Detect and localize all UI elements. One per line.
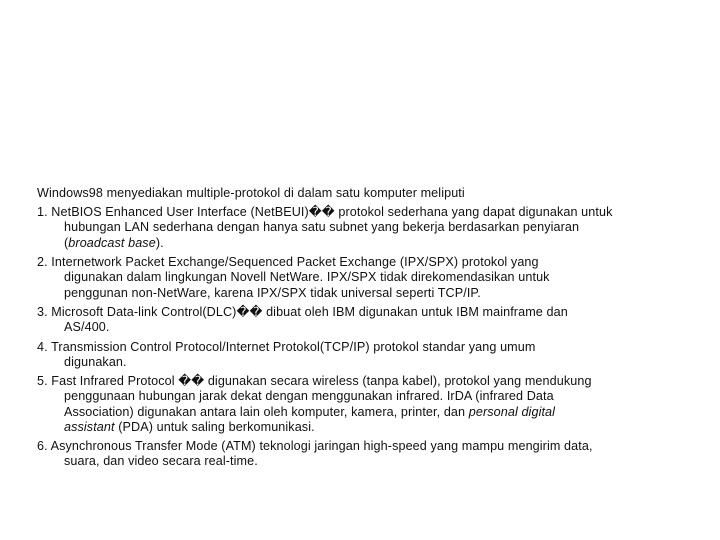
protocol-list xyxy=(37,186,697,473)
text-fragment: (PDA) untuk saling berkomunikasi. xyxy=(114,419,315,434)
list-item-line: 4. Transmission Control Protocol/Internet Protokol(TCP/IP) protokol standar yang umum xyxy=(37,339,536,354)
intro-text: Windows98 menyediakan multiple-protokol di dalam satu komputer meliputi xyxy=(37,186,465,200)
list-item-line: 1. NetBIOS Enhanced User Interface (NetBEUI)�� protokol sederhana yang dapat digunakan untuk xyxy=(37,205,613,219)
list-item-line: 2. Internetwork Packet Exchange/Sequenced Packet Exchange (IPX/SPX) protokol yang xyxy=(37,255,539,270)
list-item-line: penggunaan hubungan jarak dekat dengan menggunakan infrared. IrDA (infrared Data xyxy=(64,389,554,404)
list-item-line xyxy=(37,420,697,435)
list-item-fast-infrared xyxy=(37,374,697,435)
italic-term: personal digital xyxy=(468,404,556,419)
italic-term: broadcast base xyxy=(68,235,156,250)
list-item-line: digunakan dalam lingkungan Novell NetWare. IPX/SPX tidak direkomendasikan untuk xyxy=(64,270,550,285)
list-item-line: digunakan. xyxy=(64,355,127,370)
list-item-line: penggunan non-NetWare, karena IPX/SPX tidak universal seperti TCP/IP. xyxy=(64,285,481,300)
list-item-line: 6. Asynchronous Transfer Mode (ATM) teknologi jaringan high-speed yang mampu mengirim data, xyxy=(37,438,593,453)
list-item-line: 5. Fast Infrared Protocol �� digunakan secara wireless (tanpa kabel), protokol yang mendukung xyxy=(37,374,592,389)
list-item-line: AS/400. xyxy=(64,320,110,335)
list-item-line: 3. Microsoft Data-link Control(DLC)�� dibuat oleh IBM digunakan untuk IBM mainframe dan xyxy=(37,305,568,320)
list-item-line xyxy=(37,405,697,420)
list-item-netbeui xyxy=(37,205,697,251)
list-item-line: suara, dan video secara real-time. xyxy=(64,454,258,469)
list-item-line xyxy=(37,236,697,251)
list-item-atm xyxy=(37,439,697,470)
text-fragment: Association) digunakan antara lain oleh komputer, kamera, printer, dan xyxy=(64,404,466,419)
list-item-ipx-spx xyxy=(37,255,697,301)
list-item-tcp-ip xyxy=(37,340,697,371)
text-fragment: ). xyxy=(155,235,164,250)
list-item-line: hubungan LAN sederhana dengan hanya satu subnet yang bekerja berdasarkan penyiaran xyxy=(64,220,580,235)
list-item-dlc xyxy=(37,305,697,336)
text-fragment: ( xyxy=(64,235,69,250)
italic-term: assistant xyxy=(64,419,115,434)
